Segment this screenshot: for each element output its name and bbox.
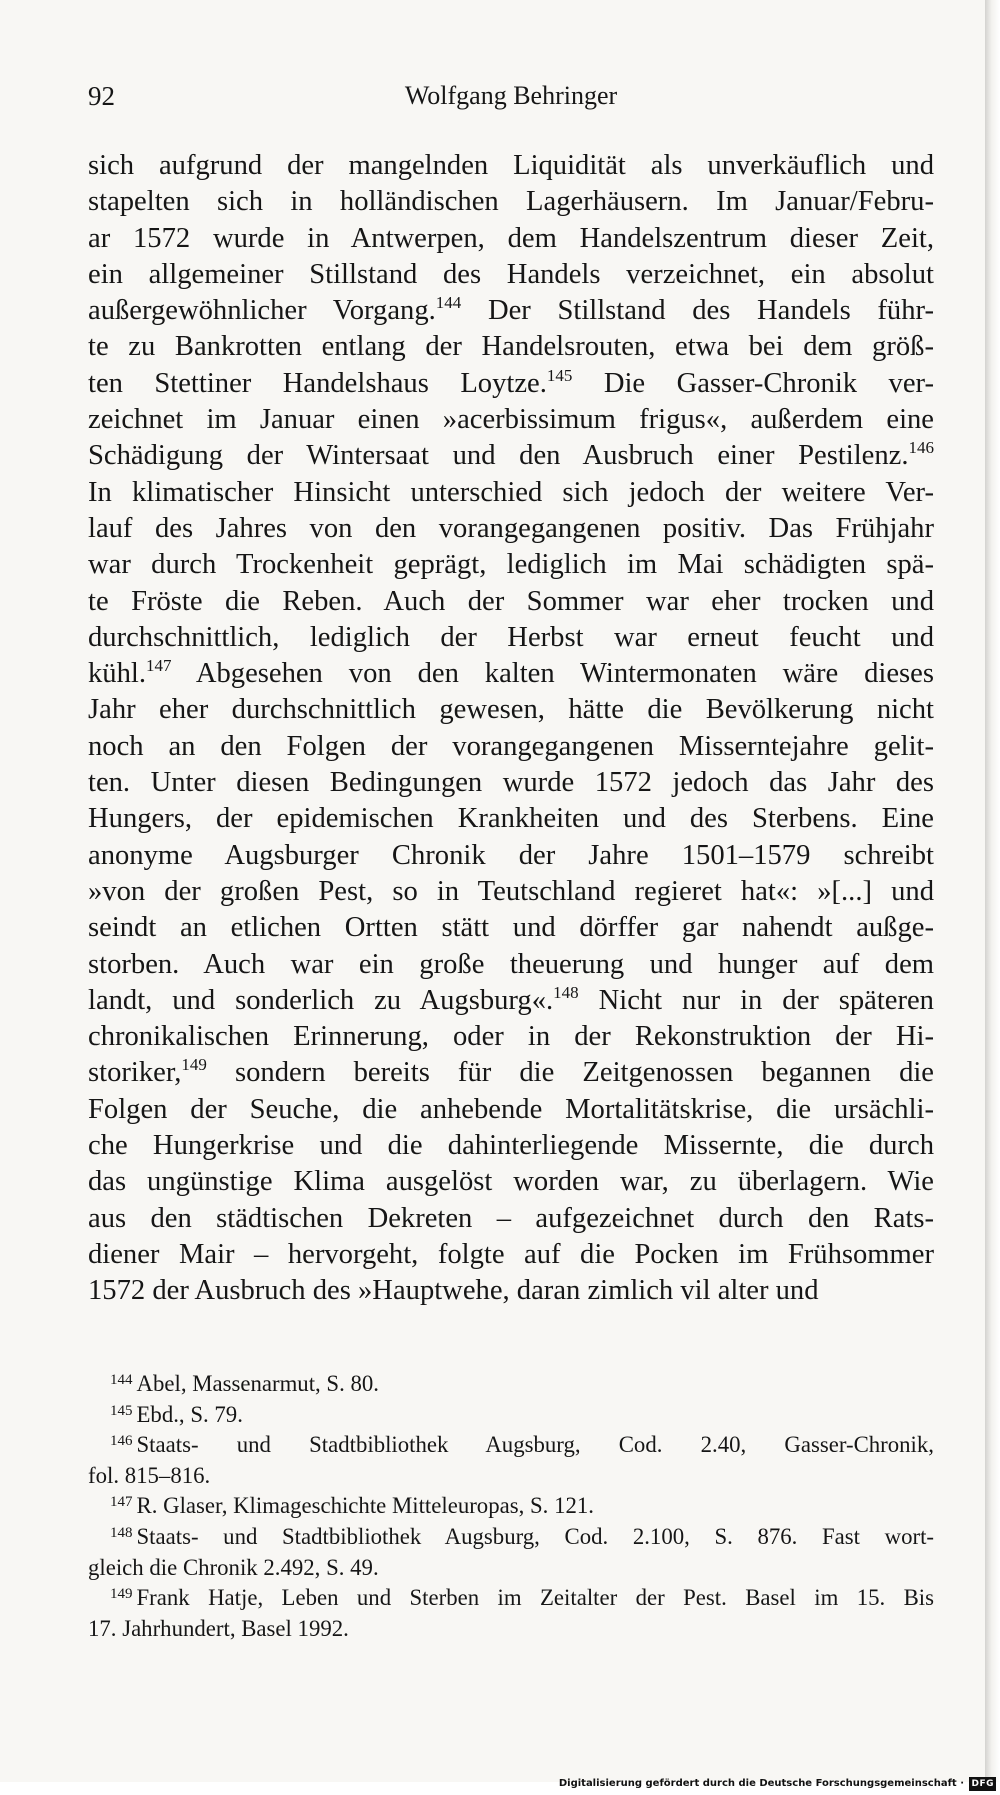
footnote [88, 1583, 934, 1644]
text-line [88, 584, 934, 620]
text-line [88, 329, 934, 365]
text-line [88, 1128, 934, 1164]
text-line [88, 1019, 934, 1055]
text-line [88, 620, 934, 656]
footnote-number: 146 [110, 1433, 133, 1450]
footnote-line [88, 1583, 934, 1614]
line-text: storben. Auch war ein große theuerung und hunger auf dem [88, 948, 934, 980]
line-text: außergewöhnlicher Vorgang. [88, 295, 436, 327]
line-text: das ungünstige Klima ausgelöst worden war, zu überlagern. Wie [88, 1166, 934, 1198]
line-text-continued: Nicht nur in der späteren [578, 984, 934, 1016]
footnote-number: 147 [110, 1494, 133, 1511]
line-text: ten Stettiner Handelshaus Loytze. [88, 367, 547, 399]
footnote-text: Frank Hatje, Leben und Sterben im Zeitalter der Pest. Basel im 15. Bis [136, 1585, 934, 1611]
text-line [88, 692, 934, 728]
text-line [88, 257, 934, 293]
footnote [88, 1491, 934, 1522]
line-text: Jahr eher durchschnittlich gewesen, hätte die Bevölkerung nicht [88, 694, 934, 726]
line-text-continued: Der Stillstand des Handels führ- [461, 295, 934, 327]
footnote-line [88, 1400, 934, 1431]
text-line [88, 874, 934, 910]
footnote-text: Staats- und Stadtbibliothek Augsburg, Cod. 2.100, S. 876. Fast wort- [136, 1523, 934, 1549]
text-line [88, 1273, 934, 1309]
footnote-line [88, 1614, 934, 1645]
page-number: 92 [88, 81, 115, 111]
text-line [88, 366, 934, 402]
text-line [88, 438, 934, 474]
text-line [88, 656, 934, 692]
line-text: te zu Bankrotten entlang der Handelsrouten, etwa bei dem größ- [88, 331, 934, 363]
footnote-number: 148 [110, 1524, 133, 1541]
footnote-line [88, 1369, 934, 1400]
line-text: noch an den Folgen der vorangegangenen Misserntejahre gelit- [88, 730, 934, 762]
line-text: che Hungerkrise und die dahinterliegende Missernte, die durch [88, 1130, 934, 1162]
line-text: Schädigung der Wintersaat und den Ausbruch einer Pestilenz. [88, 440, 909, 472]
text-line [88, 293, 934, 329]
text-line [88, 221, 934, 257]
line-text: durchschnittlich, lediglich der Herbst war erneut feucht und [88, 621, 934, 653]
line-text: ar 1572 wurde in Antwerpen, dem Handelszentrum dieser Zeit, [88, 222, 934, 254]
text-line [88, 729, 934, 765]
text-line [88, 511, 934, 547]
text-line [88, 765, 934, 801]
footnote-reference[interactable]: 146 [908, 438, 934, 458]
footnote [88, 1430, 934, 1491]
text-line [88, 184, 934, 220]
line-text: sich aufgrund der mangelnden Liquidität als unverkäuflich und [88, 150, 934, 181]
line-text: te Fröste die Reben. Auch der Sommer war eher trocken und [88, 585, 934, 617]
body-text [88, 148, 934, 1310]
footnote [88, 1522, 934, 1583]
footnote-text: R. Glaser, Klimageschichte Mitteleuropas, S. 121. [136, 1493, 594, 1519]
line-text: 1572 der Ausbruch des »Hauptwehe, daran zimlich vil alter und [88, 1275, 819, 1307]
line-text: kühl. [88, 658, 146, 690]
footnote [88, 1400, 934, 1431]
footnote-reference[interactable]: 149 [181, 1055, 207, 1075]
line-text: storiker, [88, 1057, 182, 1089]
footnote-text: gleich die Chronik 2.492, S. 49. [88, 1554, 379, 1580]
footnote-line [88, 1553, 934, 1584]
line-text: chronikalischen Erinnerung, oder in der Rekonstruktion der Hi- [88, 1021, 934, 1053]
footnote-reference[interactable]: 144 [435, 293, 462, 313]
footnote-number: 149 [110, 1586, 133, 1603]
line-text: landt, und sonderlich zu Augsburg«. [88, 984, 554, 1016]
line-text: seindt an etlichen Ortten stätt und dörffer gar nahendt außge- [88, 912, 934, 944]
text-line [88, 801, 934, 837]
text-line [88, 910, 934, 946]
text-line [88, 983, 934, 1019]
footnote-line [88, 1430, 934, 1461]
text-line [88, 148, 934, 184]
text-line [88, 1201, 934, 1237]
text-line [88, 402, 934, 438]
footnote-text: Abel, Massenarmut, S. 80. [136, 1371, 380, 1396]
footnote-line [88, 1522, 934, 1553]
line-text: war durch Trockenheit geprägt, lediglich im Mai schädigten spä- [88, 549, 934, 581]
footnote-text: 17. Jahrhundert, Basel 1992. [88, 1615, 349, 1641]
credit-text: Digitalisierung gefördert durch die Deutsche Forschungsgemeinschaft [558, 1778, 957, 1789]
running-head: Wolfgang Behringer [404, 81, 618, 110]
footnote [88, 1369, 934, 1400]
text-line [88, 1237, 934, 1273]
line-text: diener Mair – hervorgeht, folgte auf die Pocken im Frühsommer [88, 1238, 934, 1270]
page-edge [985, 0, 1000, 1782]
footnote-line [88, 1491, 934, 1522]
line-text-continued: Abgesehen von den kalten Wintermonaten wäre dieses [171, 658, 934, 690]
footnote-number: 144 [110, 1372, 133, 1388]
page-header [88, 78, 934, 114]
line-text: ein allgemeiner Stillstand des Handels verzeichnet, ein absolut [88, 258, 934, 290]
line-text-continued: Die Gasser-Chronik ver- [572, 367, 934, 399]
text-line [88, 1164, 934, 1200]
footnote-number: 145 [110, 1402, 133, 1419]
line-text: aus den städtischen Dekreten – aufgezeichnet durch den Rats- [88, 1202, 934, 1234]
line-text: In klimatischer Hinsicht unterschied sich jedoch der weitere Ver- [88, 476, 934, 508]
line-text: lauf des Jahres von den vorangegangenen positiv. Das Frühjahr [88, 512, 934, 544]
line-text-continued: sondern bereits für die Zeitgenossen begannen die [206, 1057, 934, 1089]
line-text: zeichnet im Januar einen »acerbissimum frigus«, außerdem eine [88, 404, 934, 436]
footnotes [88, 1369, 934, 1644]
digitization-credit: Digitalisierung gefördert durch die Deutsche Forschungsgemeinschaft · DFG [558, 1778, 994, 1789]
line-text: ten. Unter diesen Bedingungen wurde 1572 jedoch das Jahr des [88, 767, 934, 799]
line-text: »von der großen Pest, so in Teutschland regieret hat«: »[...] und [88, 875, 934, 907]
footnote-text: Ebd., S. 79. [136, 1401, 243, 1427]
footnote-text: fol. 815–816. [88, 1462, 211, 1488]
text-line [88, 1092, 934, 1128]
dfg-logo: DFG [971, 1779, 994, 1789]
footnote-reference[interactable]: 147 [145, 656, 172, 676]
footnote-reference[interactable]: 145 [546, 365, 573, 385]
text-line [88, 1055, 934, 1091]
line-text: Folgen der Seuche, die anhebende Mortalitätskrise, die ursächli- [88, 1093, 934, 1125]
text-line [88, 947, 934, 983]
footnote-reference[interactable]: 148 [553, 982, 579, 1002]
line-text: Hungers, der epidemischen Krankheiten und des Sterbens. Eine [88, 803, 934, 835]
text-line [88, 838, 934, 874]
line-text: stapelten sich in holländischen Lagerhäusern. Im Januar/Febru- [88, 186, 934, 218]
line-text: anonyme Augsburger Chronik der Jahre 1501–1579 schreibt [88, 839, 934, 871]
text-line [88, 475, 934, 511]
footnote-line [88, 1461, 934, 1492]
footnote-text: Staats- und Stadtbibliothek Augsburg, Cod. 2.40, Gasser-Chronik, [136, 1432, 934, 1458]
text-line [88, 547, 934, 583]
